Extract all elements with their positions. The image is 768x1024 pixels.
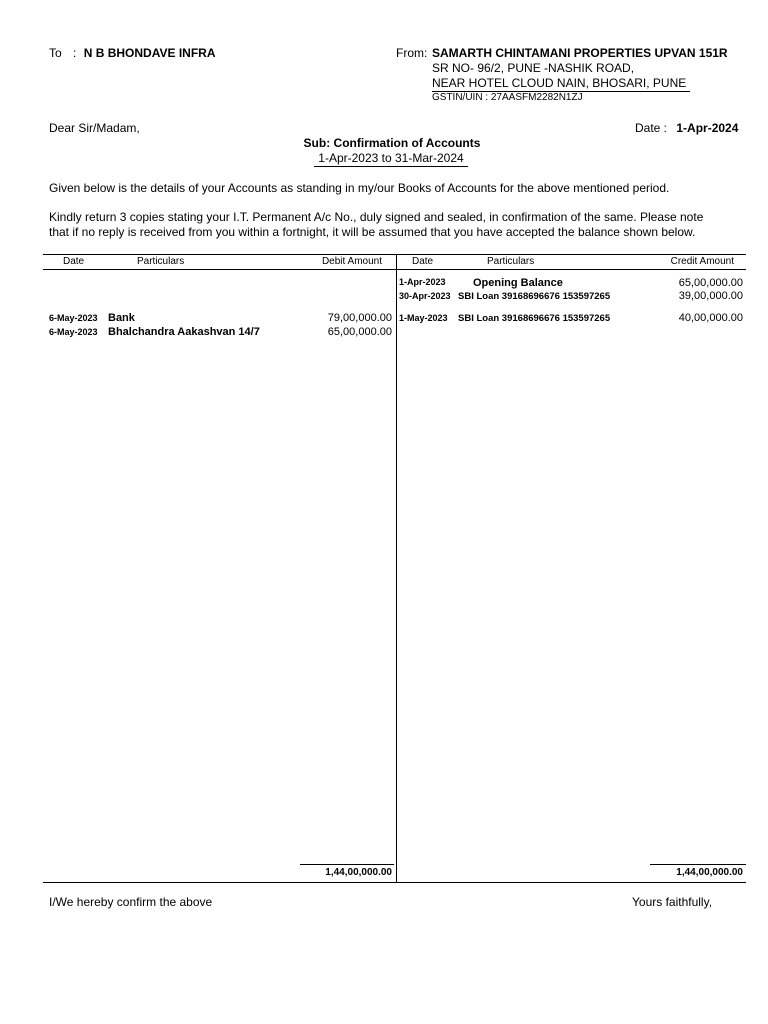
to-name: N B BHONDAVE INFRA xyxy=(83,46,216,60)
date-block xyxy=(635,121,738,135)
debit-amount: 79,00,000.00 xyxy=(327,312,392,324)
header-date-debit: Date xyxy=(63,256,85,267)
table-bottom-rule xyxy=(43,882,746,883)
debit-total-rule xyxy=(300,864,394,865)
debit-amount: 65,00,000.00 xyxy=(327,326,392,338)
debit-date: 6-May-2023 xyxy=(49,327,98,337)
header-date-credit: Date xyxy=(412,256,434,267)
from-label: From: xyxy=(396,46,428,60)
salutation: Dear Sir/Madam, xyxy=(49,121,140,135)
closing-text: Yours faithfully, xyxy=(632,895,713,909)
debit-total: 1,44,00,000.00 xyxy=(325,867,392,878)
from-address-line1: SR NO- 96/2, PUNE -NASHIK ROAD, xyxy=(432,61,635,75)
header-debit-amount: Debit Amount xyxy=(321,256,382,267)
from-address-line2: NEAR HOTEL CLOUD NAIN, BHOSARI, PUNE xyxy=(432,76,690,92)
date-label: Date : xyxy=(635,121,668,135)
header-particulars-debit: Particulars xyxy=(137,256,185,267)
header-particulars-credit: Particulars xyxy=(487,256,535,267)
debit-particulars: Bank xyxy=(108,312,135,324)
table-divider xyxy=(396,254,397,882)
credit-date: 30-Apr-2023 xyxy=(399,291,451,301)
from-name: SAMARTH CHINTAMANI PROPERTIES UPVAN 151R xyxy=(432,46,728,60)
to-colon: : xyxy=(73,46,77,60)
subject: Sub: Confirmation of Accounts xyxy=(303,136,481,150)
credit-total-rule xyxy=(650,864,746,865)
table-top-rule xyxy=(43,254,746,255)
credit-amount: 65,00,000.00 xyxy=(678,277,743,289)
to-block xyxy=(49,46,216,60)
credit-particulars: Opening Balance xyxy=(473,277,563,289)
credit-particulars: SBI Loan 39168696676 153597265 xyxy=(458,291,611,302)
credit-date: 1-Apr-2023 xyxy=(399,277,446,287)
period: 1-Apr-2023 to 31-Mar-2024 xyxy=(314,151,468,167)
debit-date: 6-May-2023 xyxy=(49,313,98,323)
table-header-rule xyxy=(43,269,746,270)
instruction-line2: that if no reply is received from you within a fortnight, it will be assumed that you have accepted the balance shown below. xyxy=(49,225,696,239)
credit-total: 1,44,00,000.00 xyxy=(676,867,743,878)
debit-particulars: Bhalchandra Aakashvan 14/7 xyxy=(108,326,260,338)
credit-particulars: SBI Loan 39168696676 153597265 xyxy=(458,313,611,324)
confirm-text: I/We hereby confirm the above xyxy=(49,895,213,909)
credit-amount: 40,00,000.00 xyxy=(678,312,743,324)
to-label: To xyxy=(49,46,62,60)
credit-amount: 39,00,000.00 xyxy=(678,290,743,302)
header-credit-amount: Credit Amount xyxy=(670,256,734,267)
date-value: 1-Apr-2024 xyxy=(676,121,739,135)
from-gstin: GSTIN/UIN : 27AASFM2282N1ZJ xyxy=(432,92,583,103)
instruction-line1: Kindly return 3 copies stating your I.T. Permanent A/c No., duly signed and sealed, in confirmation of the same. Please note xyxy=(49,210,704,224)
credit-date: 1-May-2023 xyxy=(399,313,448,323)
intro-paragraph: Given below is the details of your Accounts as standing in my/our Books of Accounts for the above mentioned period. xyxy=(49,181,670,195)
